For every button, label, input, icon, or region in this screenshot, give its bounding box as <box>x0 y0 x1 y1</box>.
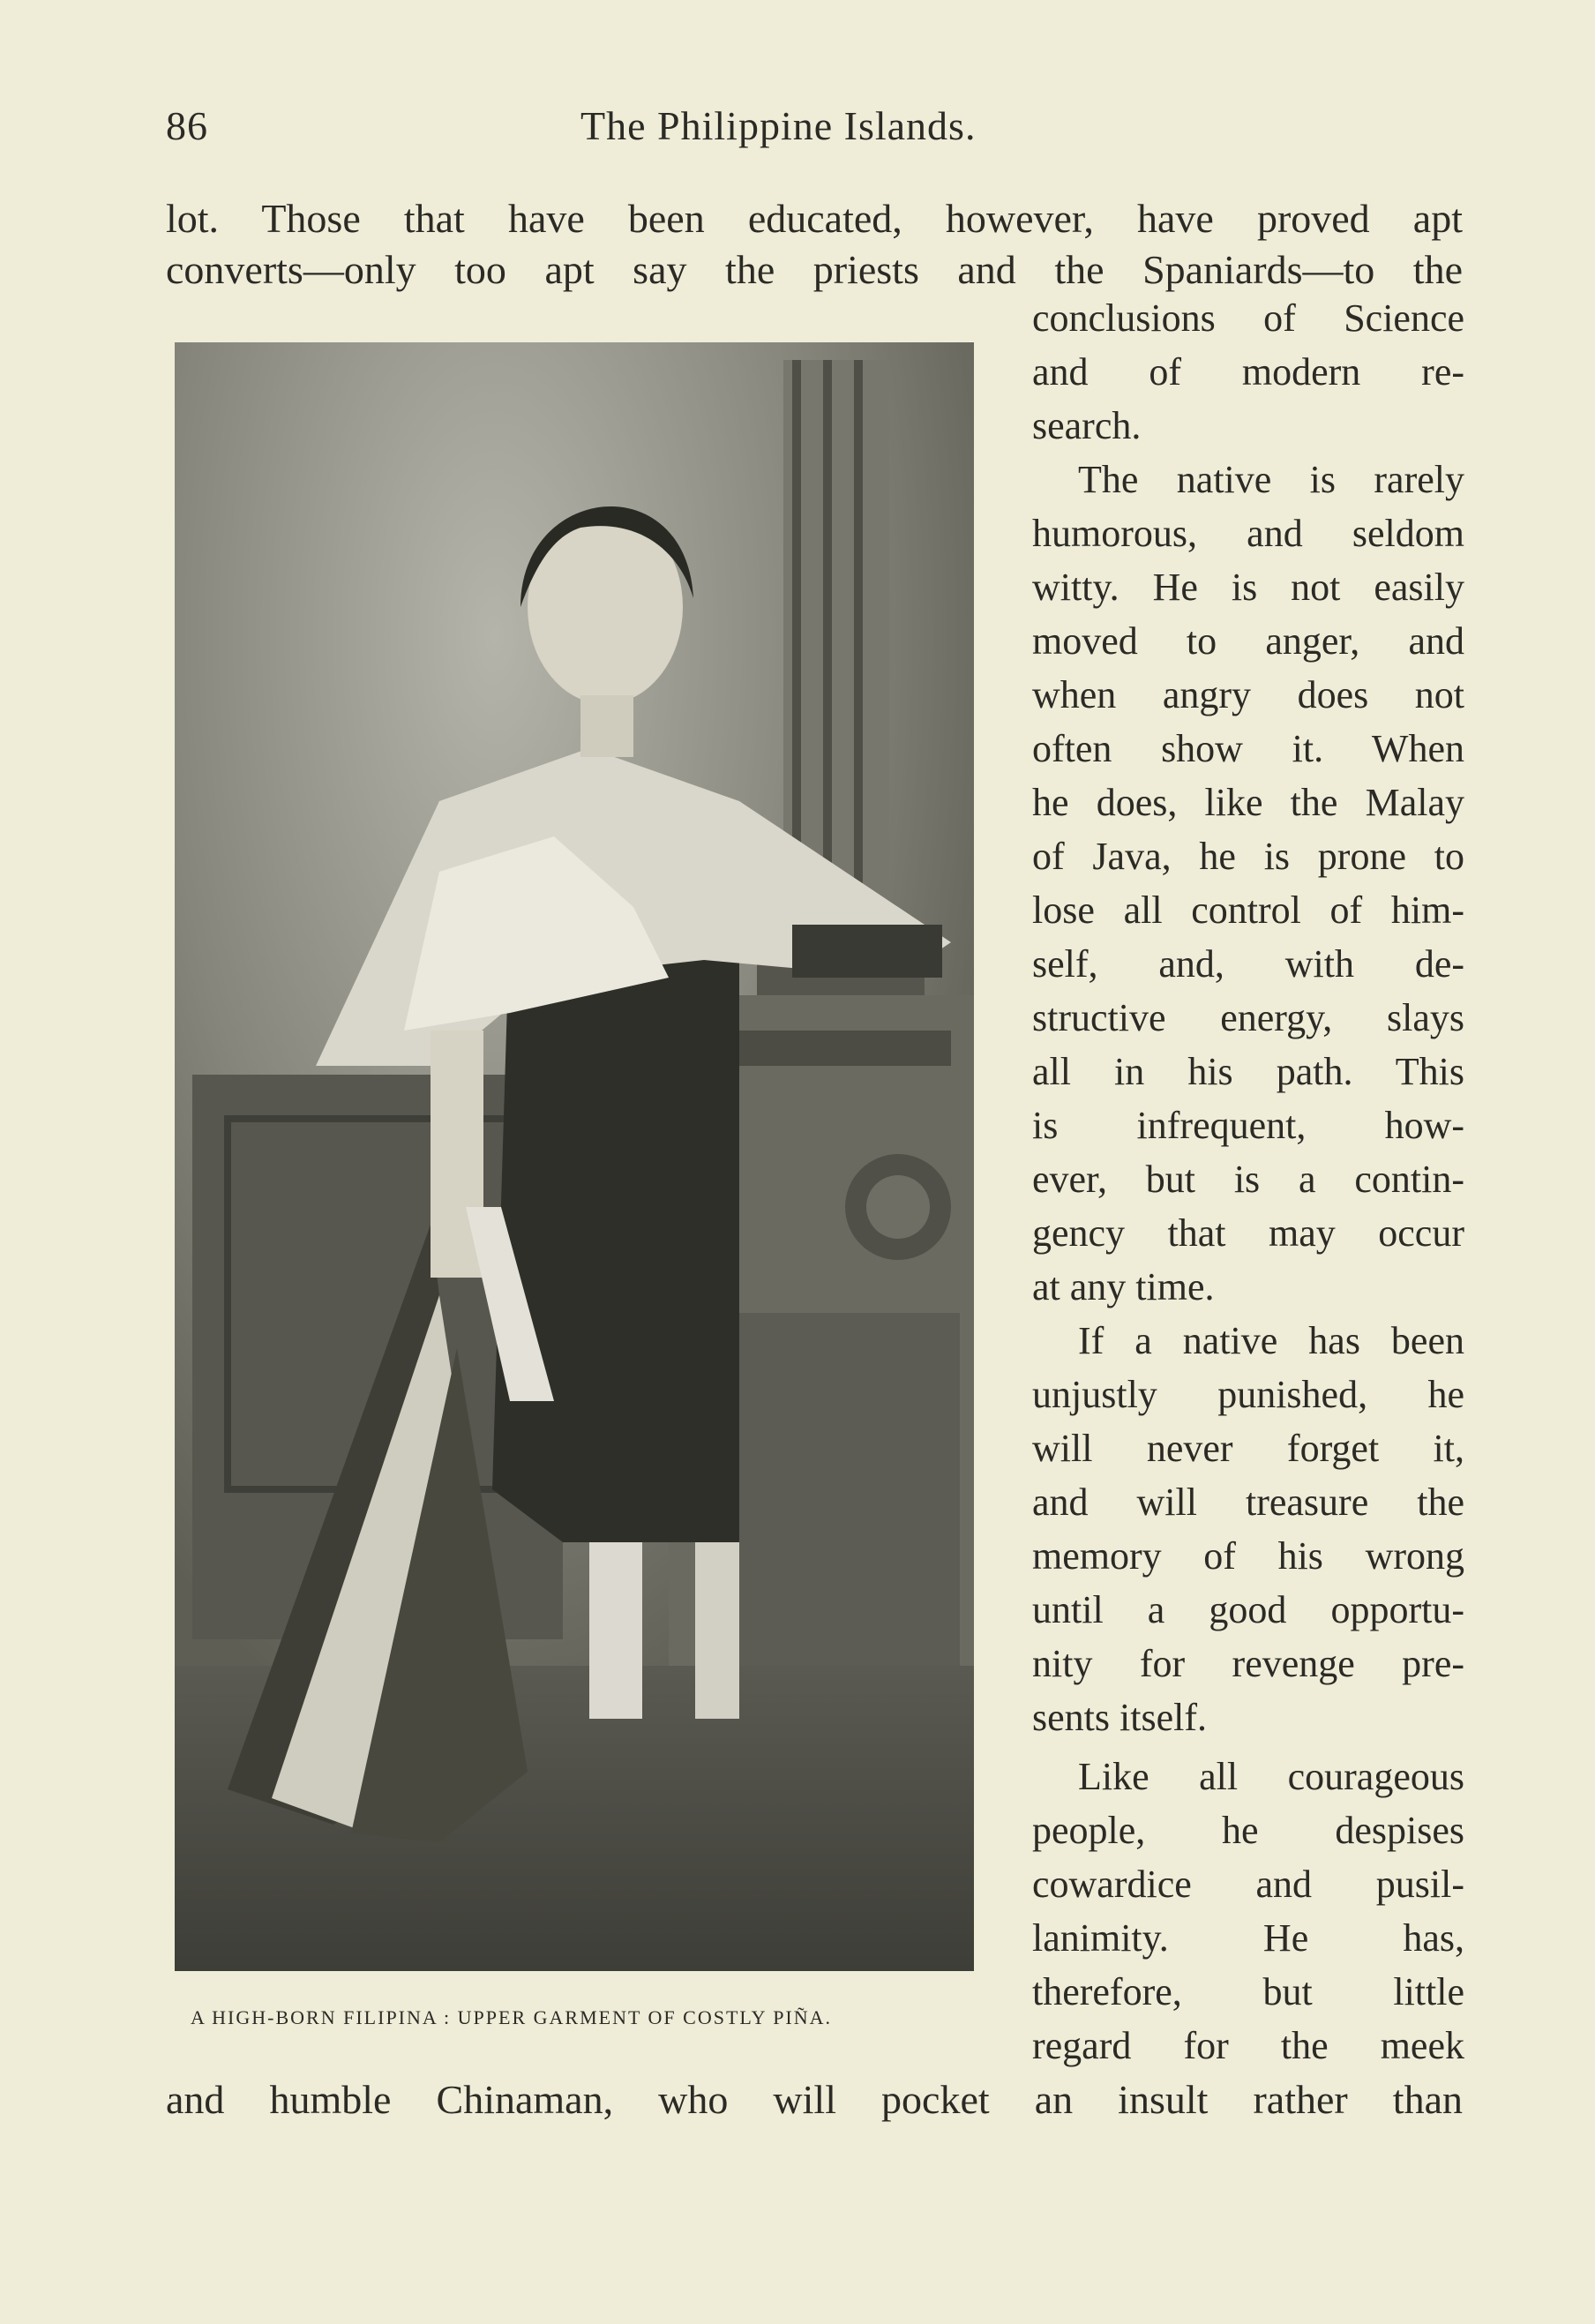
portrait-illustration <box>175 342 974 1971</box>
column-line: If a native has been <box>1078 1319 1464 1362</box>
column-line: nity for revenge pre- <box>1032 1642 1464 1685</box>
page-header <box>166 95 1463 157</box>
running-head: The Philippine Islands. <box>580 103 977 148</box>
column-line: of Java, he is prone to <box>1032 835 1464 878</box>
column-line: conclusions of Science <box>1032 296 1464 340</box>
column-line: search. <box>1032 404 1142 447</box>
column-line: he does, like the Malay <box>1032 781 1464 824</box>
column-line: cowardice and pusil- <box>1032 1863 1464 1906</box>
column-line: witty. He is not easily <box>1032 566 1464 609</box>
column-line: lanimity. He has, <box>1032 1916 1464 1960</box>
column-line: at any time. <box>1032 1265 1215 1308</box>
column-line: people, he despises <box>1032 1809 1464 1852</box>
page-number: 86 <box>166 103 208 148</box>
column-line: and will treasure the <box>1032 1481 1464 1524</box>
column-line: Like all courageous <box>1078 1755 1464 1798</box>
column-line: memory of his wrong <box>1032 1534 1464 1578</box>
text-column <box>1032 291 1464 2073</box>
column-line: self, and, with de- <box>1032 942 1464 986</box>
column-line: ever, but is a contin- <box>1032 1158 1464 1201</box>
column-line: unjustly punished, he <box>1032 1373 1464 1416</box>
figure-caption: A HIGH-BORN FILIPINA : UPPER GARMENT OF COSTLY PIÑA. <box>191 2006 833 2028</box>
column-line: lose all control of him- <box>1032 888 1464 932</box>
column-line: often show it. When <box>1032 727 1464 770</box>
column-line: structive energy, slays <box>1032 996 1464 1039</box>
column-line: and of modern re- <box>1032 350 1464 394</box>
portrait-photograph <box>175 342 974 1971</box>
column-line: therefore, but little <box>1032 1970 1464 2013</box>
column-line: all in his path. This <box>1032 1050 1464 1093</box>
column-line: moved to anger, and <box>1032 619 1464 663</box>
column-line: is infrequent, how- <box>1032 1104 1464 1147</box>
body-text-line: converts—only too apt say the priests and the Spaniards—to the <box>166 247 1463 292</box>
column-line: regard for the meek <box>1032 2024 1464 2067</box>
column-line: gency that may occur <box>1032 1211 1464 1255</box>
body-text-line: and humble Chinaman, who will pocket an insult rather than <box>166 2077 1463 2122</box>
column-line: when angry does not <box>1032 673 1464 716</box>
column-line: sents itself. <box>1032 1696 1207 1739</box>
column-line: until a good opportu- <box>1032 1588 1464 1631</box>
column-line: The native is rarely <box>1078 458 1464 501</box>
body-text-line: lot. Those that have been educated, however, have proved apt <box>166 196 1463 241</box>
column-line: humorous, and seldom <box>1032 512 1464 555</box>
column-line: will never forget it, <box>1032 1427 1464 1470</box>
